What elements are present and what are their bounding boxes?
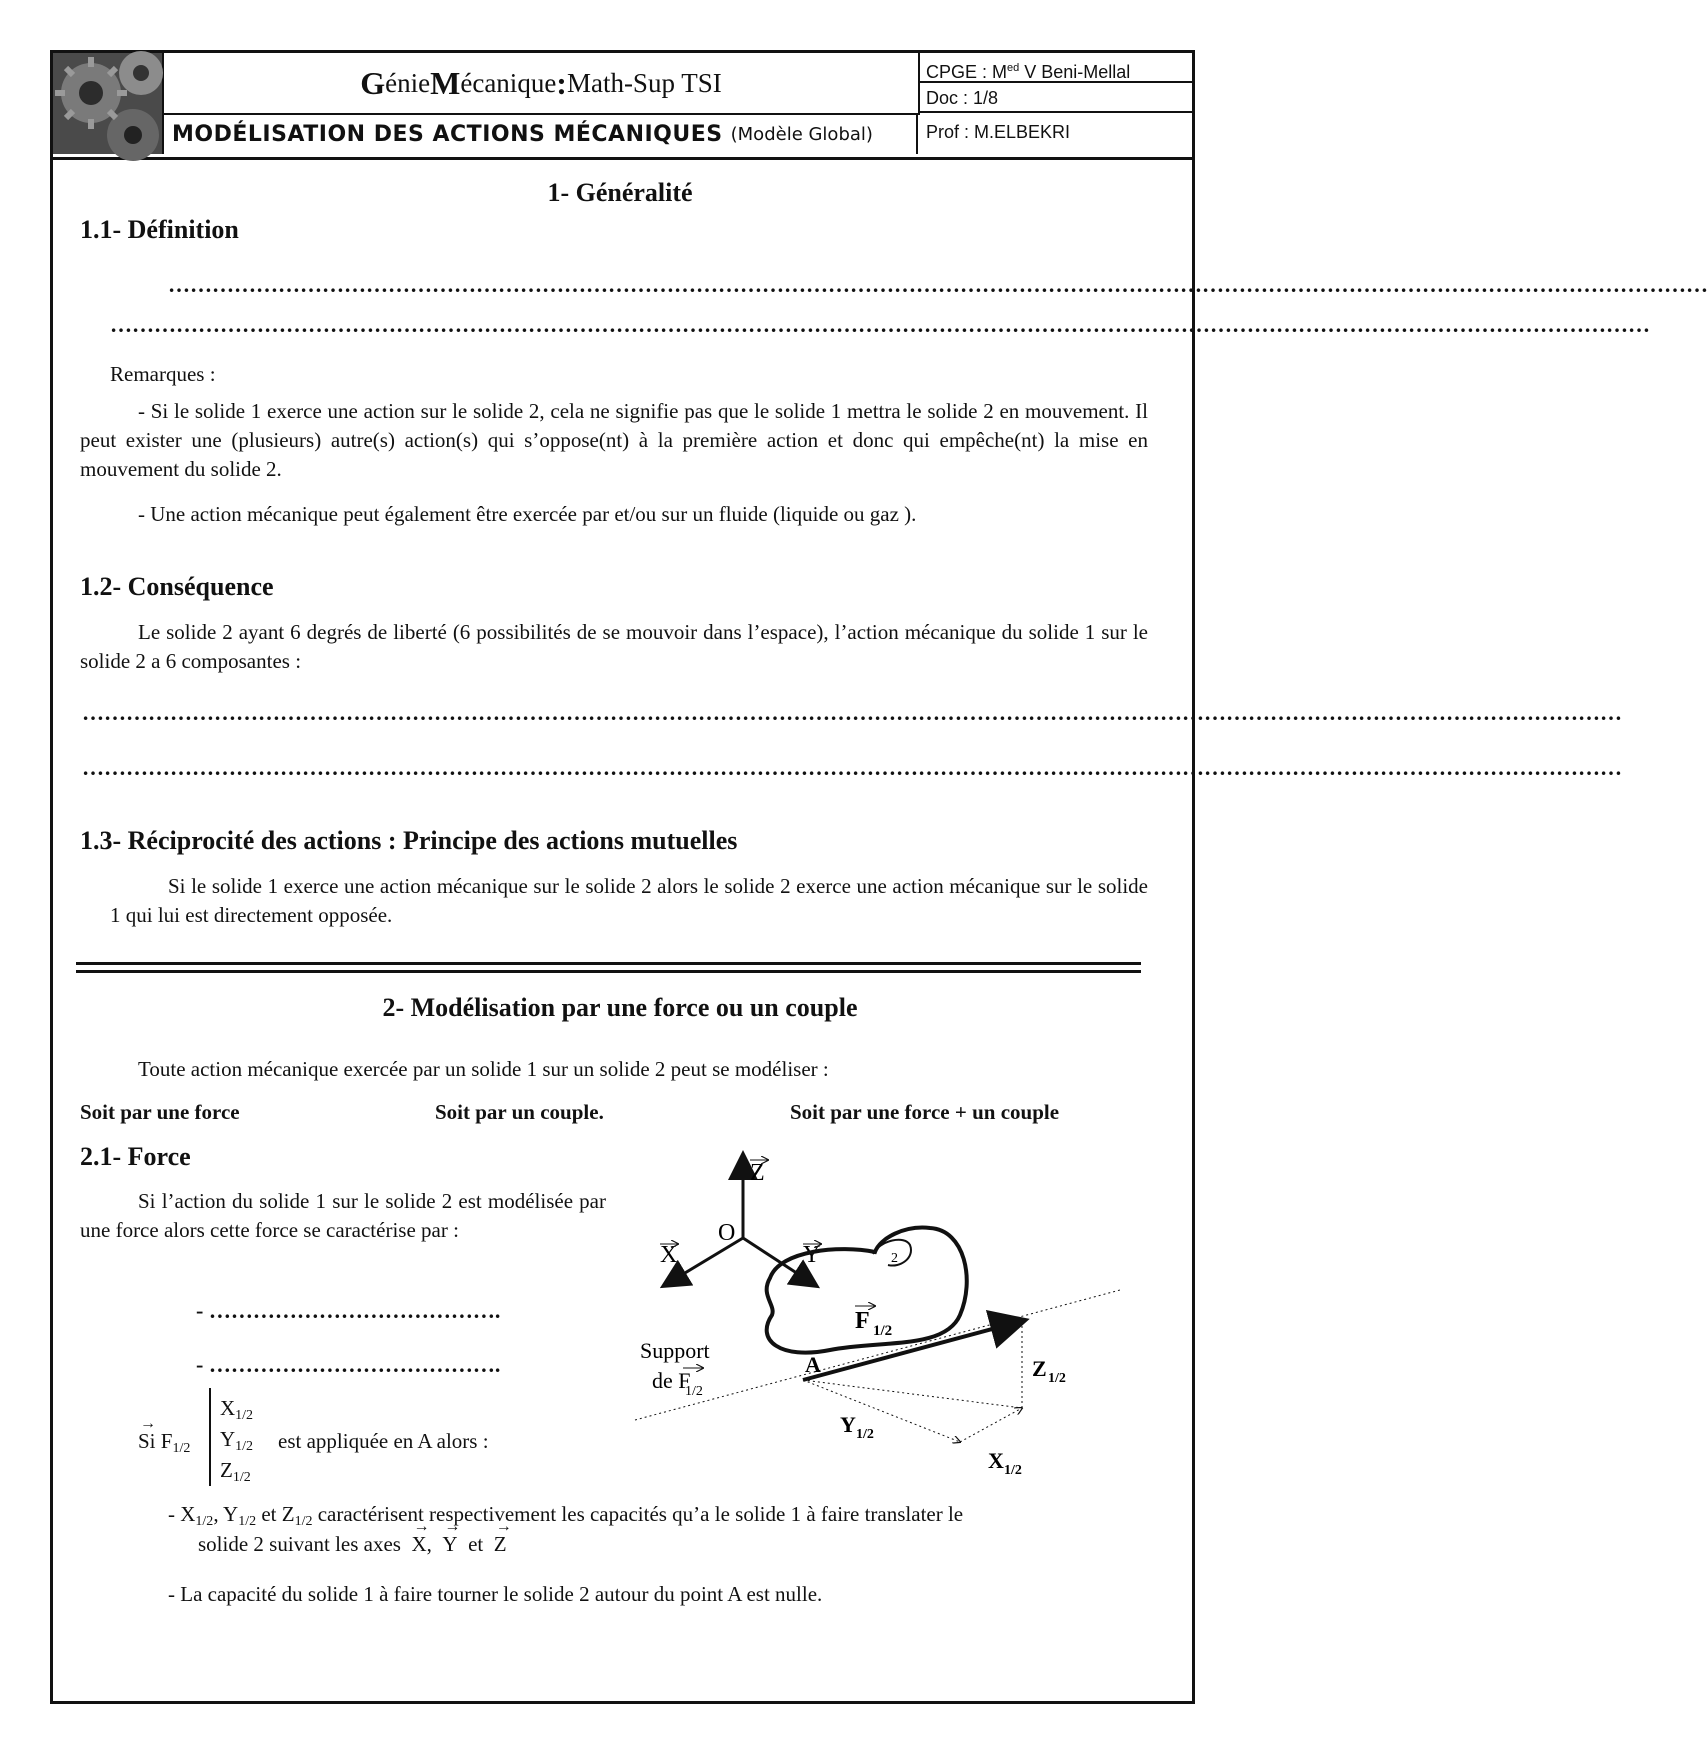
- bullet-axes: solide 2 suivant les axes → X, → Y et → Z: [198, 1530, 507, 1559]
- fig-label-x: X: [660, 1242, 678, 1268]
- force-blank-2: - ………………………………….: [196, 1352, 501, 1377]
- bullet-components: - X1/2, Y1/2 et Z1/2 caractérisent respectivement les capacités qu’a le solide 1 à faire translater le: [168, 1502, 964, 1529]
- fig-label-a: A: [805, 1352, 821, 1377]
- remarks-label: Remarques :: [110, 362, 216, 386]
- component-x: X1/2: [220, 1396, 254, 1423]
- school-label: CPGE : $M^{ed}$ V Beni-Mellal: [920, 53, 1192, 83]
- force-vector-label: → Si F1/2: [138, 1427, 190, 1463]
- fig-label-f: F: [855, 1308, 870, 1334]
- remark-1: - Si le solide 1 exerce une action sur le solide 2, cela ne signifie pas que le solide 1 mettra le solide 2 en mouvement. Il peut exister une (plusieurs) autre(s) action(s) qui s’oppose(nt) à la première action et donc qui empêche(nt) la mise en mouvement du solide 2.: [80, 399, 1148, 481]
- svg-text:1/2: 1/2: [1004, 1463, 1022, 1478]
- axes-system: [665, 1156, 815, 1285]
- force-diagram: [630, 1150, 1135, 1490]
- axis-y-label: → Y: [442, 1530, 457, 1559]
- cons-blank-2: …………………………………………………………………………………………………………………………………………………………………………………………: [82, 755, 1622, 780]
- svg-text:1/2: 1/2: [685, 1384, 703, 1399]
- fig-label-z: Z: [750, 1160, 765, 1186]
- def-blank-1: …………………………………………………………………………………………………………………………………………………………………………………………: [168, 272, 1708, 297]
- prof-name: Prof : M.ELBEKRI: [926, 122, 1071, 142]
- def-blank-2: …………………………………………………………………………………………………………………………………………………………………………………………: [110, 312, 1650, 337]
- diag-component: [803, 1380, 1022, 1408]
- header: [53, 53, 1192, 160]
- force-title: 2.1- Force: [80, 1142, 191, 1171]
- fig-label-de: de F: [652, 1368, 691, 1393]
- component-y: Y1/2: [220, 1427, 254, 1454]
- fig-label-z12: Z: [1032, 1356, 1047, 1381]
- force-blank-1: - ………………………………….: [196, 1298, 501, 1323]
- def-title: 1.1- Définition: [80, 215, 239, 244]
- bullet-rotation: - La capacité du solide 1 à faire tourner le solide 2 autour du point A est nulle.: [168, 1582, 823, 1606]
- option-force-couple: Soit par une force + un couple: [790, 1100, 1060, 1124]
- reciprocity-title: 1.3- Réciprocité des actions : Principe des actions mutuelles: [80, 826, 738, 855]
- component-bracket: [209, 1388, 211, 1486]
- consequence-title: 1.2- Conséquence: [80, 572, 274, 601]
- section-2-title: 2- Modélisation par une force ou un couple: [382, 993, 858, 1022]
- course-title: G énie M écanique : Math-Sup TSI: [164, 53, 920, 115]
- section-1-title: 1- Généralité: [547, 178, 693, 207]
- cons-blank-1: …………………………………………………………………………………………………………………………………………………………………………………………: [82, 700, 1622, 725]
- fig-label-y12: Y: [840, 1412, 856, 1437]
- fig-label-2: 2: [891, 1251, 898, 1266]
- remark-2: - Une action mécanique peut également être exercée par et/ou sur un fluide (liquide ou gaz ).: [138, 502, 917, 526]
- option-force: Soit par une force: [80, 1100, 240, 1124]
- consequence-text: Le solide 2 ayant 6 degrés de liberté (6 possibilités de se mouvoir dans l’espace), l’action mécanique du solide 1 sur le solide 2 a 6 composantes :: [80, 620, 1148, 673]
- component-z: Z1/2: [220, 1458, 251, 1485]
- option-couple: Soit par un couple.: [435, 1100, 604, 1124]
- gear-logo-icon: [53, 53, 164, 154]
- fig-label-y: Y: [803, 1242, 821, 1268]
- section-divider: [76, 962, 1141, 965]
- fig-label-o: O: [718, 1220, 736, 1246]
- y-component: [803, 1380, 960, 1442]
- fig-label-support: Support: [640, 1338, 710, 1363]
- fig-label-x12: X: [988, 1448, 1004, 1473]
- axis-x-label: → X: [411, 1530, 426, 1559]
- header-info: [920, 53, 1192, 152]
- svg-text:1/2: 1/2: [856, 1427, 874, 1442]
- doc-subtitle: MODÉLISATION DES ACTIONS MÉCANIQUES (Modèle Global): [164, 115, 918, 154]
- applied-text: est appliquée en A alors :: [278, 1429, 489, 1453]
- reciprocity-text: Si le solide 1 exerce une action mécanique sur le solide 2 alors le solide 2 exerce une action mécanique sur le solide 1 qui lui est directement opposée.: [110, 874, 1148, 927]
- axis-z-label: → Z: [494, 1530, 507, 1559]
- x-component: [960, 1408, 1022, 1442]
- svg-text:1/2: 1/2: [1048, 1371, 1066, 1386]
- section-2-intro: Toute action mécanique exercée par un solide 1 sur un solide 2 peut se modéliser :: [138, 1057, 829, 1081]
- svg-text:1/2: 1/2: [873, 1323, 893, 1339]
- doc-number: Doc : 1/8: [920, 83, 1192, 113]
- force-text: Si l’action du solide 1 sur le solide 2 est modélisée par une force alors cette force se caractérise par :: [80, 1189, 606, 1242]
